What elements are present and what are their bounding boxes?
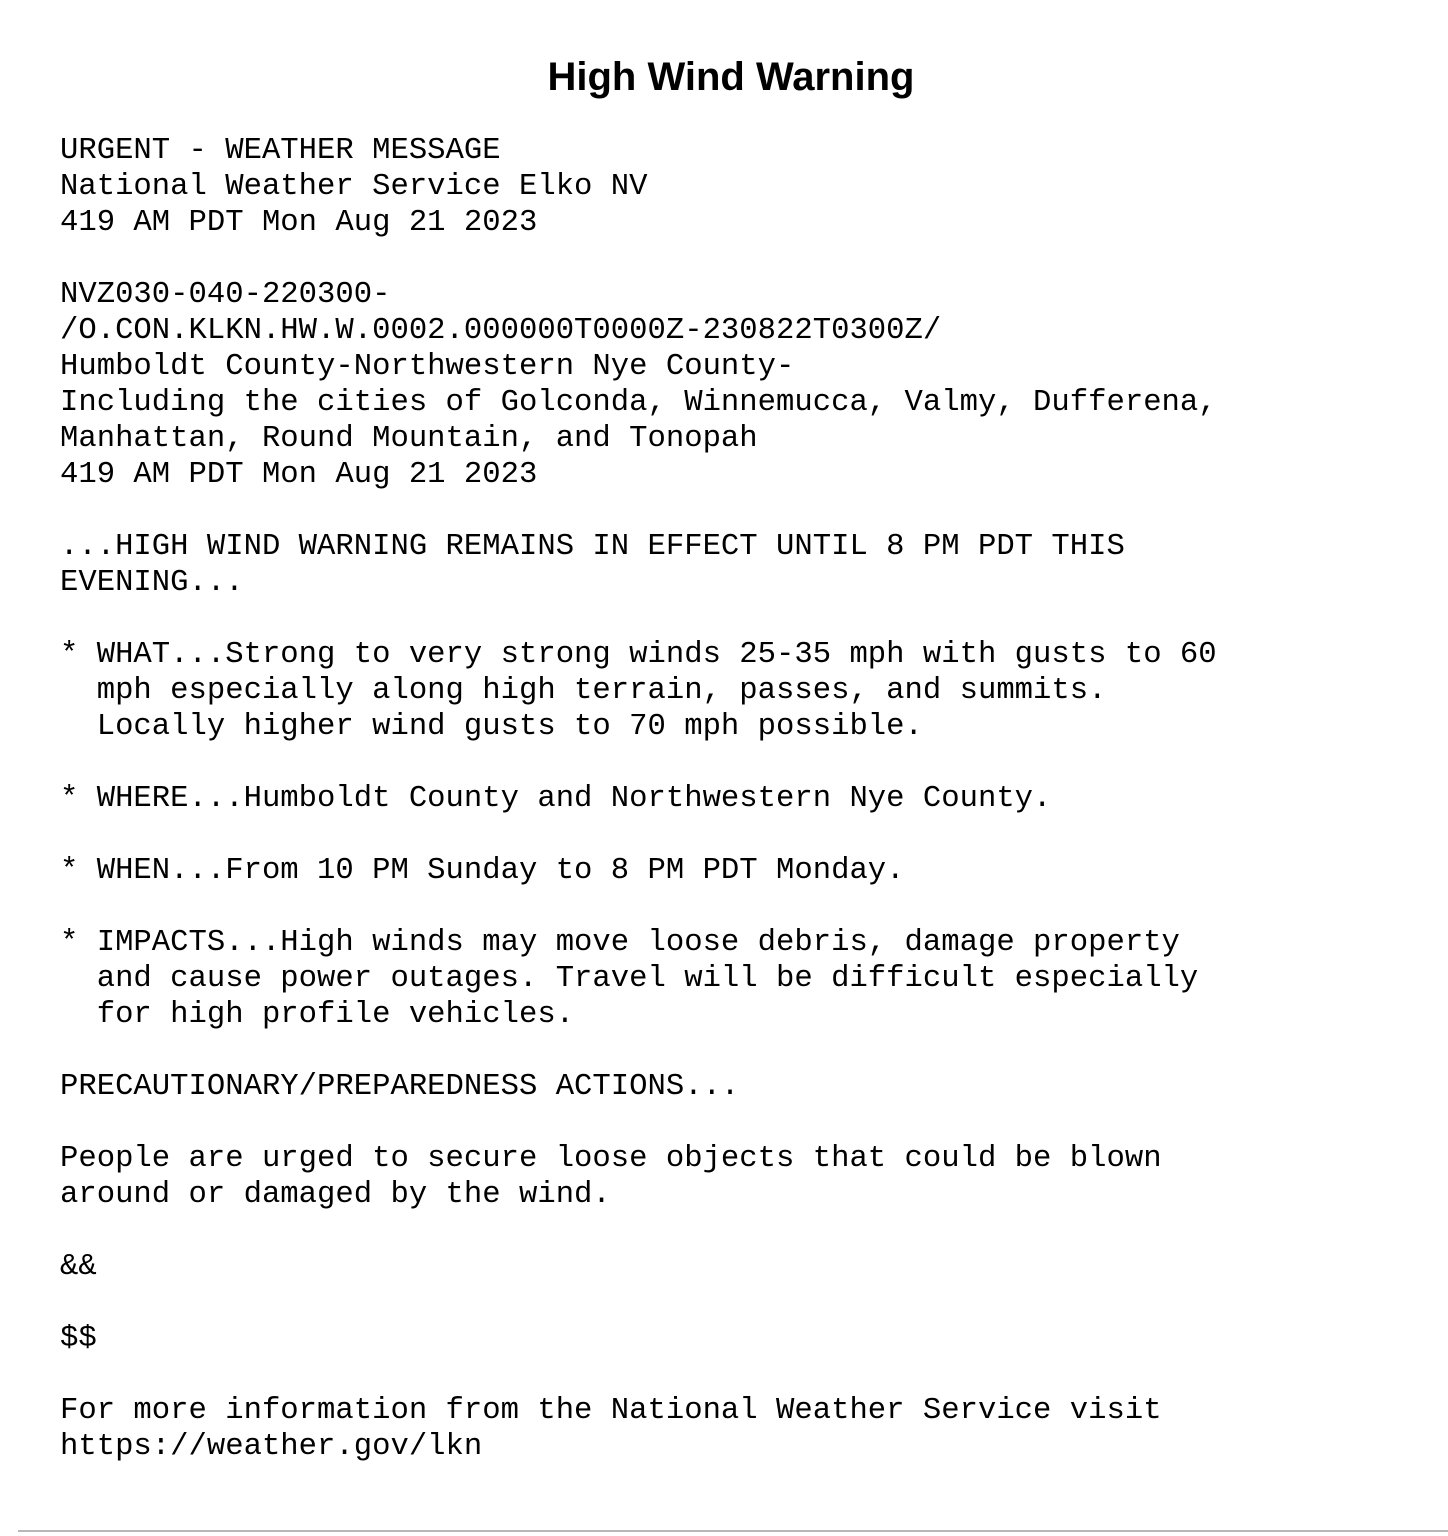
dollar-marker: $$ bbox=[60, 1322, 97, 1356]
what-line: mph especially along high terrain, passes, and summits. bbox=[60, 674, 1107, 708]
bulletin-line bbox=[60, 1357, 1217, 1393]
bulletin-line bbox=[60, 745, 1217, 781]
bulletin-line: URGENT - WEATHER MESSAGE bbox=[60, 134, 501, 168]
bulletin-text bbox=[60, 133, 1217, 1465]
bulletin-line bbox=[60, 241, 1217, 277]
precautionary-heading: PRECAUTIONARY/PREPAREDNESS ACTIONS... bbox=[60, 1070, 740, 1104]
bottom-divider bbox=[18, 1530, 1448, 1532]
bulletin-line: Humboldt County-Northwestern Nye County- bbox=[60, 350, 795, 384]
what-line: Locally higher wind gusts to 70 mph possible. bbox=[60, 710, 923, 744]
bulletin-line bbox=[60, 493, 1217, 529]
more-info-line: For more information from the National Weather Service visit bbox=[60, 1394, 1162, 1428]
bulletin-line bbox=[60, 1105, 1217, 1141]
bulletin-line: 419 AM PDT Mon Aug 21 2023 bbox=[60, 206, 538, 240]
what-line: * WHAT...Strong to very strong winds 25-35 mph with gusts to 60 bbox=[60, 638, 1217, 672]
where-line: * WHERE...Humboldt County and Northwestern Nye County. bbox=[60, 782, 1052, 816]
bulletin-line bbox=[60, 1033, 1217, 1069]
bulletin-line: 419 AM PDT Mon Aug 21 2023 bbox=[60, 458, 538, 492]
bulletin-line bbox=[60, 817, 1217, 853]
ampersand-marker: && bbox=[60, 1250, 97, 1284]
precaution-line: People are urged to secure loose objects that could be blown bbox=[60, 1142, 1162, 1176]
impacts-line: and cause power outages. Travel will be difficult especially bbox=[60, 962, 1199, 996]
more-info-url: https://weather.gov/lkn bbox=[60, 1430, 483, 1464]
bulletin-line: Including the cities of Golconda, Winnemucca, Valmy, Dufferena, bbox=[60, 386, 1217, 420]
headline-line: ...HIGH WIND WARNING REMAINS IN EFFECT UNTIL 8 PM PDT THIS bbox=[60, 530, 1125, 564]
bulletin-line: National Weather Service Elko NV bbox=[60, 170, 648, 204]
bulletin-line bbox=[60, 889, 1217, 925]
when-line: * WHEN...From 10 PM Sunday to 8 PM PDT Monday. bbox=[60, 854, 905, 888]
bulletin-line: /O.CON.KLKN.HW.W.0002.000000T0000Z-230822T0300Z/ bbox=[60, 314, 942, 348]
bulletin-line bbox=[60, 601, 1217, 637]
precaution-line: around or damaged by the wind. bbox=[60, 1178, 611, 1212]
impacts-line: * IMPACTS...High winds may move loose debris, damage property bbox=[60, 926, 1180, 960]
bulletin-line bbox=[60, 1285, 1217, 1321]
headline-line: EVENING... bbox=[60, 566, 244, 600]
impacts-line: for high profile vehicles. bbox=[60, 998, 575, 1032]
bulletin-line: NVZ030-040-220300- bbox=[60, 278, 391, 312]
bulletin-line bbox=[60, 1213, 1217, 1249]
bulletin-line: Manhattan, Round Mountain, and Tonopah bbox=[60, 422, 758, 456]
page-title: High Wind Warning bbox=[547, 55, 915, 99]
